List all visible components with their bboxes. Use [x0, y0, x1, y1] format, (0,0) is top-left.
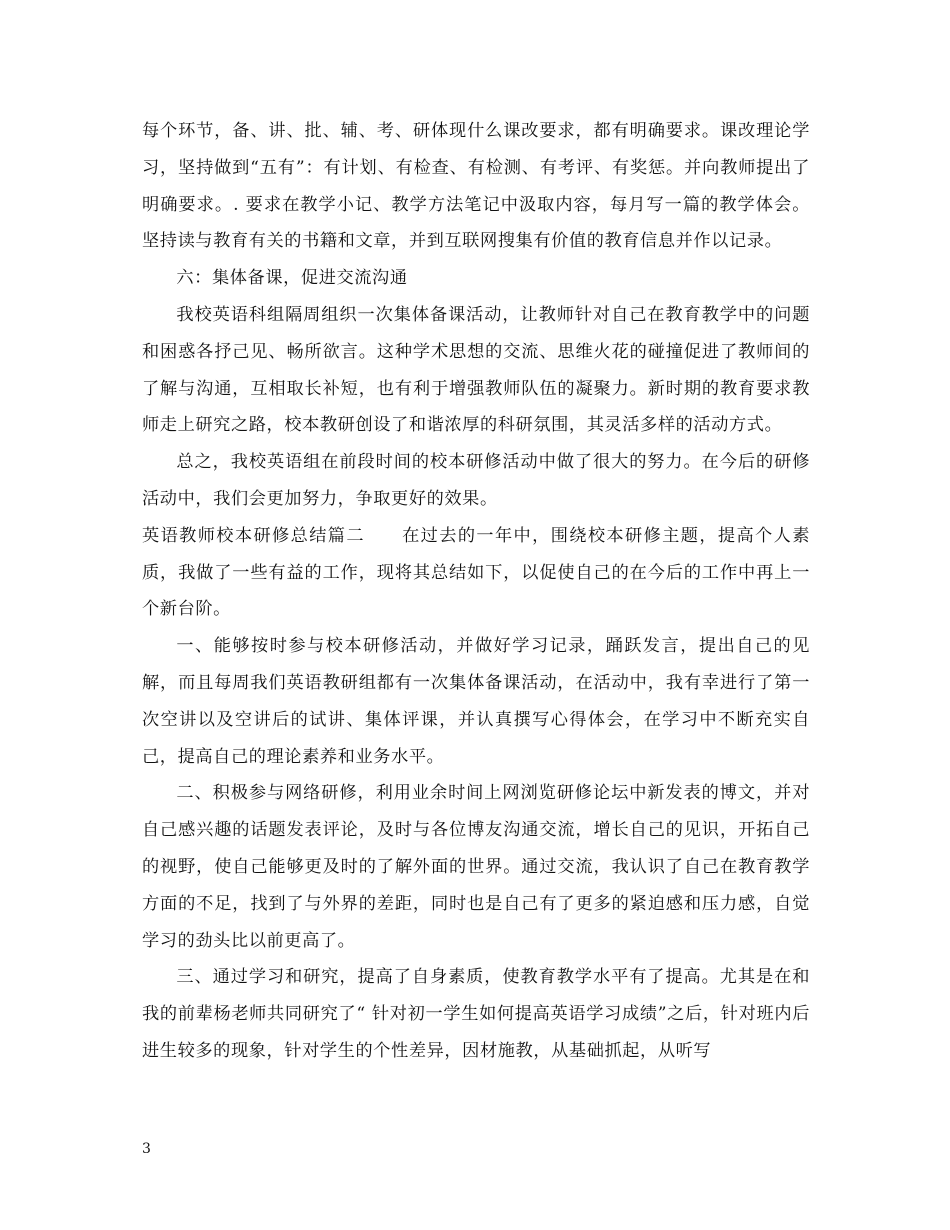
paragraph-summary: 总之，我校英语组在前段时间的校本研修活动中做了很大的努力。在今后的研修活动中，我们会更加努力，争取更好的效果。: [142, 452, 810, 509]
paragraph-collective-lesson-prep: 我校英语科组隔周组织一次集体备课活动，让教师针对自己在教育教学中的问题和困惑各抒己见、畅所欲言。这种学术思想的交流、思维火花的碰撞促进了教师间的了解与沟通，互相取长补短，也有利于增强教师队伍的凝聚力。新时期的教育要求教师走上研究之路，校本教研创设了和谐浓厚的科研氛围，其灵活多样的活动方式。: [142, 304, 810, 436]
paragraph-summary-part-two-intro: 英语教师校本研修总结篇二 在过去的一年中，围绕校本研修主题，提高个人素质，我做了一些有益的工作，现将其总结如下，以促使自己的在今后的工作中再上一个新台阶。: [142, 525, 810, 620]
section-heading-collective-lesson-prep: 六：集体备课，促进交流沟通: [176, 268, 408, 289]
paragraph-point-one: 一、能够按时参与校本研修活动，并做好学习记录，踊跃发言，提出自己的见解，而且每周我们英语教研组都有一次集体备课活动，在活动中，我有幸进行了第一次空讲以及空讲后的试讲、集体评课，并认真撰写心得体会，在学习中不断充实自己，提高自己的理论素养和业务水平。: [142, 636, 810, 767]
page-number: 3: [142, 1141, 151, 1157]
paragraph-point-two: 二、积极参与网络研修，利用业余时间上网浏览研修论坛中新发表的博文，并对自己感兴趣的话题发表评论，及时与各位博友沟通交流，增长自己的见识，开拓自己的视野，使自己能够更及时的了解外面的世界。通过交流，我认识了自己在教育教学方面的不足，找到了与外界的差距，同时也是自己有了更多的紧迫感和压力感，自觉学习的劲头比以前更高了。: [142, 783, 810, 951]
document-body: [142, 113, 810, 1070]
paragraph-point-three: 三、通过学习和研究，提高了自身素质，使教育教学水平有了提高。尤其是在和我的前辈杨老师共同研究了“ 针对初一学生如何提高英语学习成绩”之后，针对班内后进生较多的现象，针对学生的个性差异，因材施教，从基础抓起，从听写: [142, 967, 810, 1061]
paragraph-course-reform-requirements: 每个环节，备、讲、批、辅、考、研体现什么课改要求，都有明确要求。课改理论学习，坚持做到“五有”：有计划、有检查、有检测、有考评、有奖惩。并向教师提出了明确要求。. 要求在教学小记、教学方法笔记中汲取内容，每月写一篇的教学体会。坚持读与教育有关的书籍和文章，并到互联网搜集有价值的教育信息并作以记录。: [142, 121, 810, 252]
